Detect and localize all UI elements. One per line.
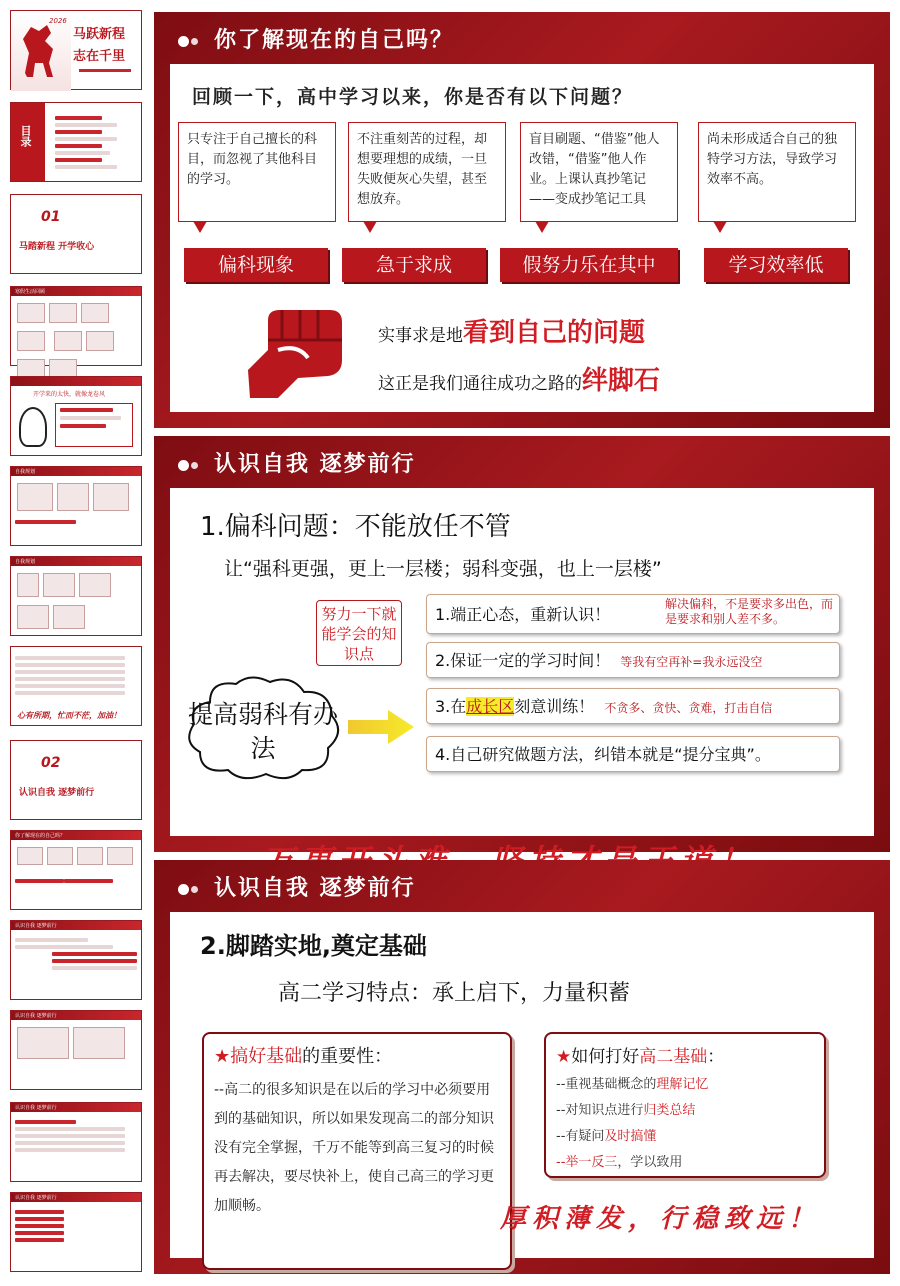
panda-icon	[19, 407, 47, 447]
thumb-section-number: 01	[41, 209, 61, 225]
slide-thumbnail-1[interactable]	[10, 10, 142, 90]
slide-thumbnail-13[interactable]	[10, 1102, 142, 1182]
slide-foundation	[154, 860, 890, 1274]
header-dots-icon	[178, 880, 200, 899]
header-dots-icon	[178, 456, 200, 475]
method-row-1: 1.端正心态，重新认识！ 解决偏科，不是要求多出色，而是要求和别人差不多。	[426, 594, 840, 634]
thumb-title: 自我规划	[15, 469, 36, 475]
slide-you-know-yourself	[154, 12, 890, 428]
thumb-title: 认识自我 逐梦前行	[15, 1013, 57, 1019]
thumb-section-number: 02	[41, 755, 61, 771]
thumb-title: 自我规划	[15, 559, 36, 565]
knowledge-callout: 努力一下就能学会的知识点	[316, 600, 402, 666]
slide-thumbnail-panel	[0, 0, 152, 1286]
slide-title: 你了解现在的自己吗？	[214, 27, 455, 53]
thumb-title: 认识自我 逐梦前行	[19, 788, 95, 798]
thumb-title: 马跃新程	[73, 27, 126, 42]
method-note: 不贪多、贪快、贪难，打击自信	[604, 701, 773, 715]
method-note: 解决偏科，不是要求多出色，而是要求和别人差不多。	[665, 597, 834, 626]
slide-title: 认识自我 逐梦前行	[214, 451, 416, 477]
star-icon: ★	[214, 1046, 231, 1067]
method-note: 等我有空再补=我永远没空	[620, 655, 763, 669]
cloud-text: 提高弱科有办法	[187, 700, 338, 763]
problem-bubble-3: 盲目刷题、“借鉴”他人改错，“借鉴”他人作业。上课认真抄笔记——变成抄笔记工具	[520, 122, 678, 222]
how-to-build-box: ★如何打好高二基础： --重视基础概念的理解记忆 --对知识点进行归类总结 --有疑问及时搞懂 --举一反三，学以致用	[544, 1032, 826, 1178]
stumbling-block-line: 这正是我们通往成功之路的绊脚石	[378, 366, 661, 396]
slide-content-panel	[170, 488, 874, 836]
tip-item: --对知识点进行归类总结	[556, 1103, 696, 1118]
slide-content-panel	[170, 64, 874, 412]
slide-thumbnail-3[interactable]	[10, 194, 142, 274]
thumb-title: 开学来的太快，就像龙卷风	[33, 391, 106, 398]
importance-text: --高二的很多知识是在以后的学习中必须要用到的基础知识，所以如果发现高二的部分知识没有完全掌握，千万不能等到高三复习的时候再去解决，要尽快补上，使自己高三的学习更加顺畅。	[214, 1082, 494, 1214]
thumb-subtitle: 志在千里	[73, 49, 126, 64]
star-icon: ★	[556, 1047, 572, 1067]
thumb-title: 你了解现在的自己吗？	[15, 833, 66, 839]
thumb-title: 认识自我 逐梦前行	[15, 1105, 57, 1111]
method-row-3: 3.在成长区刻意训练！ 不贪多、贪快、贪难，打击自信	[426, 688, 840, 724]
slide-content-panel	[170, 912, 874, 1258]
slide-thumbnail-6[interactable]	[10, 466, 142, 546]
slide-thumbnail-9[interactable]	[10, 740, 142, 820]
horse-icon	[17, 19, 59, 81]
tip-item: --有疑问及时搞懂	[556, 1129, 657, 1144]
right-arrow-icon	[348, 710, 414, 744]
thumb-title: 马踏新程 开学收心	[19, 242, 95, 252]
raised-fist-icon	[238, 300, 348, 400]
method-row-4: 4.自己研究做题方法，纠错本就是“提分宝典”。	[426, 736, 840, 772]
slide-weak-subject	[154, 436, 890, 852]
thumb-title: 目录	[19, 125, 32, 147]
section-heading: 2.脚踏实地,奠定基础	[200, 932, 427, 960]
thumb-title: 心有所期，忙而不茫，加油！	[17, 711, 121, 720]
thumb-title: 认识自我 逐梦前行	[15, 923, 57, 929]
slide-thumbnail-5[interactable]	[10, 376, 142, 456]
method-row-2: 2.保证一定的学习时间！ 等我有空再补=我永远没空	[426, 642, 840, 678]
tip-item: --举一反三，学以致用	[556, 1155, 683, 1170]
thumb-title: 寒假生活回顾	[15, 289, 46, 295]
problem-bubble-4: 尚未形成适合自己的独特学习方法，导致学习效率不高。	[698, 122, 856, 222]
slogan-text: 厚积薄发，行稳致远！	[500, 1204, 821, 1234]
slide-thumbnail-14[interactable]	[10, 1192, 142, 1272]
slide-thumbnail-8[interactable]	[10, 646, 142, 726]
slide-thumbnail-12[interactable]	[10, 1010, 142, 1090]
review-question: 回顾一下，高中学习以来，你是否有以下问题？	[192, 86, 634, 108]
slide-thumbnail-7[interactable]	[10, 556, 142, 636]
slide-thumbnail-2[interactable]	[10, 102, 142, 182]
slide-thumbnail-11[interactable]	[10, 920, 142, 1000]
thumb-title: 认识自我 逐梦前行	[15, 1195, 57, 1201]
problem-tag-2: 急于求成	[342, 248, 486, 282]
tip-item: --重视基础概念的理解记忆	[556, 1077, 709, 1092]
problem-tag-3: 假努力乐在其中	[500, 248, 678, 282]
quote-text: 让“强科更强，更上一层楼；弱科变强，也上一层楼”	[224, 558, 662, 580]
thumb-year: 2026	[49, 17, 67, 25]
slide-thumbnail-10[interactable]	[10, 830, 142, 910]
grade-feature-text: 高二学习特点：承上启下，力量积蓄	[278, 981, 631, 1006]
header-dots-icon	[178, 32, 200, 51]
realize-problem-line: 实事求是地看到自己的问题	[378, 318, 646, 348]
section-heading: 1.偏科问题：不能放任不管	[200, 512, 511, 542]
problem-bubble-1: 只专注于自己擅长的科目，而忽视了其他科目的学习。	[178, 122, 336, 222]
problem-bubble-2: 不注重刻苦的过程，却想要理想的成绩，一旦失败便灰心失望，甚至想放弃。	[348, 122, 506, 222]
problem-tag-4: 学习效率低	[704, 248, 848, 282]
growth-zone-highlight: 成长区	[466, 697, 515, 716]
foundation-importance-box: ★搞好基础的重要性： --高二的很多知识是在以后的学习中必须要用到的基础知识，所以如果发现高二的部分知识没有完全掌握，千万不能等到高三复习的时候再去解决，要尽快补上，使自己高三的学习更加顺畅。	[202, 1032, 512, 1270]
slide-thumbnail-4[interactable]	[10, 286, 142, 366]
slide-title: 认识自我 逐梦前行	[214, 875, 416, 901]
problem-tag-1: 偏科现象	[184, 248, 328, 282]
